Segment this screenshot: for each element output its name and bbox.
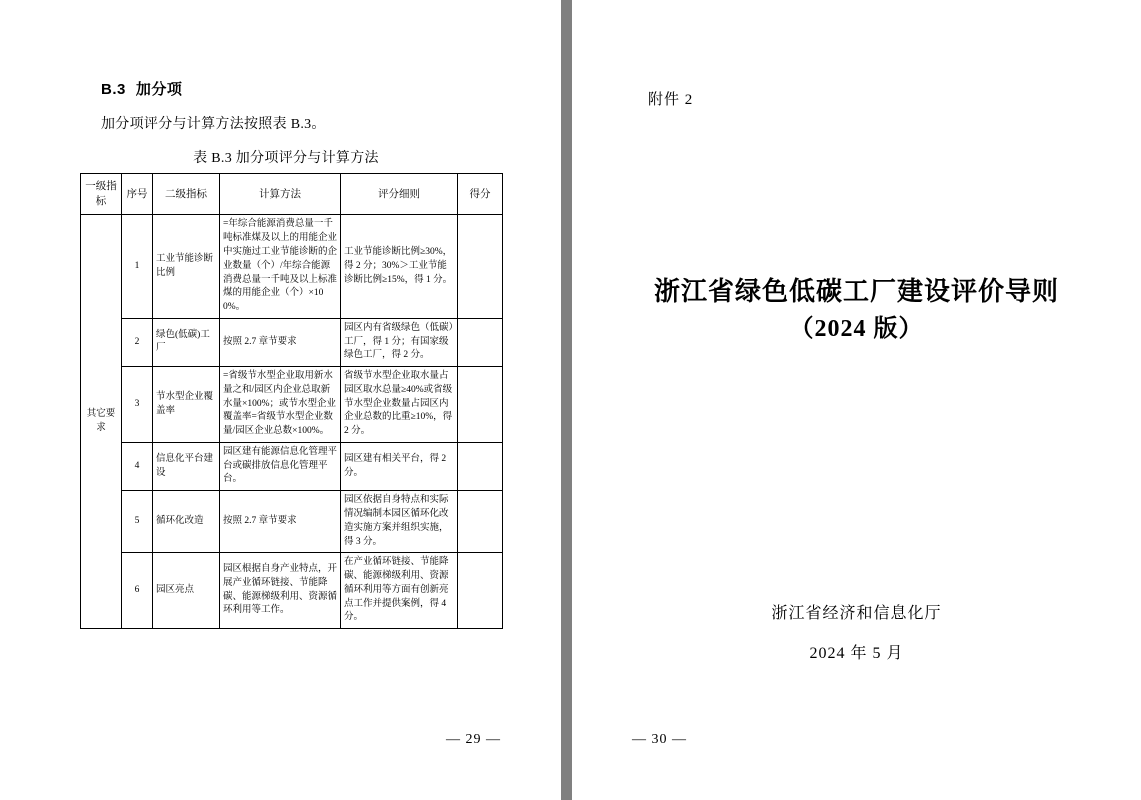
cell-score: [458, 553, 503, 629]
cell-rule: 工业节能诊断比例≥30%，得 2 分；30%＞工业节能诊断比例≥15%，得 1 分。: [341, 215, 458, 318]
table-header-row: [81, 174, 503, 215]
section-intro: 加分项评分与计算方法按照表 B.3。: [101, 117, 326, 132]
cell-method: =年综合能源消费总量一千吨标准煤及以上的用能企业中实施过工业节能诊断的企业数量（个）/年综合能源消费总量一千吨及以上标准煤的用能企业（个）×100%。: [220, 215, 341, 318]
cell-level1-label: 其它要求: [81, 215, 122, 629]
attachment-label: 附件 2: [648, 92, 694, 108]
document-title-line2: （2024 版）: [789, 316, 924, 342]
document-title-line1: 浙江省绿色低碳工厂建设评价导则: [653, 277, 1059, 306]
cell-method: 园区建有能源信息化管理平台或碳排放信息化管理平台。: [220, 442, 341, 490]
cell-score: [458, 491, 503, 553]
cell-score: [458, 215, 503, 318]
cell-level2: 工业节能诊断比例: [153, 215, 220, 318]
bonus-items-table: [80, 173, 503, 629]
cell-level2: 节水型企业覆盖率: [153, 367, 220, 443]
table-row: [81, 491, 503, 553]
col-header-rule: 评分细则: [341, 174, 458, 215]
cell-method: 园区根据自身产业特点，开展产业循环链接、节能降碳、能源梯级利用、资源循环利用等工作。: [220, 553, 341, 629]
left-page-content: [76, 78, 496, 629]
cell-level2: 循环化改造: [153, 491, 220, 553]
table-body: [81, 215, 503, 629]
cell-score: [458, 318, 503, 366]
col-header-score: 得分: [458, 174, 503, 215]
cell-rule: 园区内有省级绿色（低碳）工厂，得 1 分；有国家级绿色工厂，得 2 分。: [341, 318, 458, 366]
cell-no: 1: [122, 215, 153, 318]
table-caption: 表 B.3 加分项评分与计算方法: [193, 151, 379, 166]
section-title: 加分项: [135, 81, 183, 98]
issuing-organization: 浙江省经济和信息化厅: [771, 605, 942, 622]
cell-score: [458, 367, 503, 443]
table-row: [81, 553, 503, 629]
cell-score: [458, 442, 503, 490]
cell-level2: 绿色(低碳)工厂: [153, 318, 220, 366]
cell-level2: 园区亮点: [153, 553, 220, 629]
page-number-right: — 30 —: [632, 732, 687, 747]
section-heading: [101, 78, 496, 99]
cell-method: 按照 2.7 章节要求: [220, 318, 341, 366]
page-right: [572, 0, 1141, 800]
cell-method: 按照 2.7 章节要求: [220, 491, 341, 553]
table-row: [81, 318, 503, 366]
cell-no: 5: [122, 491, 153, 553]
cell-rule: 在产业循环链接、节能降碳、能源梯级利用、资源循环利用等方面有创新亮点工作并提供案例，得 4 分。: [341, 553, 458, 629]
col-header-no: 序号: [122, 174, 153, 215]
table-header: [81, 174, 503, 215]
page-number-left: — 29 —: [446, 732, 501, 747]
cell-no: 3: [122, 367, 153, 443]
cell-rule: 园区依据自身特点和实际情况编制本园区循环化改造实施方案并组织实施，得 3 分。: [341, 491, 458, 553]
cell-level2: 信息化平台建设: [153, 442, 220, 490]
col-header-level1: 一级指标: [81, 174, 122, 215]
document-title: [572, 272, 1141, 347]
cell-rule: 省级节水型企业取水量占园区取水总量≥40%或省级节水型企业数量占园区内企业总数的比重≥10%，得 2 分。: [341, 367, 458, 443]
page-left: [0, 0, 561, 800]
table-row: [81, 367, 503, 443]
col-header-level2: 二级指标: [153, 174, 220, 215]
table-row: [81, 215, 503, 318]
issue-date: 2024 年 5 月: [809, 645, 904, 662]
table-row: [81, 442, 503, 490]
cell-no: 4: [122, 442, 153, 490]
cell-no: 2: [122, 318, 153, 366]
cell-no: 6: [122, 553, 153, 629]
cell-method: =省级节水型企业取用新水量之和/园区内企业总取新水量×100%；或节水型企业覆盖率=省级节水型企业数量/园区企业总数×100%。: [220, 367, 341, 443]
section-number: B.3: [101, 81, 126, 98]
cell-rule: 园区建有相关平台，得 2 分。: [341, 442, 458, 490]
col-header-method: 计算方法: [220, 174, 341, 215]
